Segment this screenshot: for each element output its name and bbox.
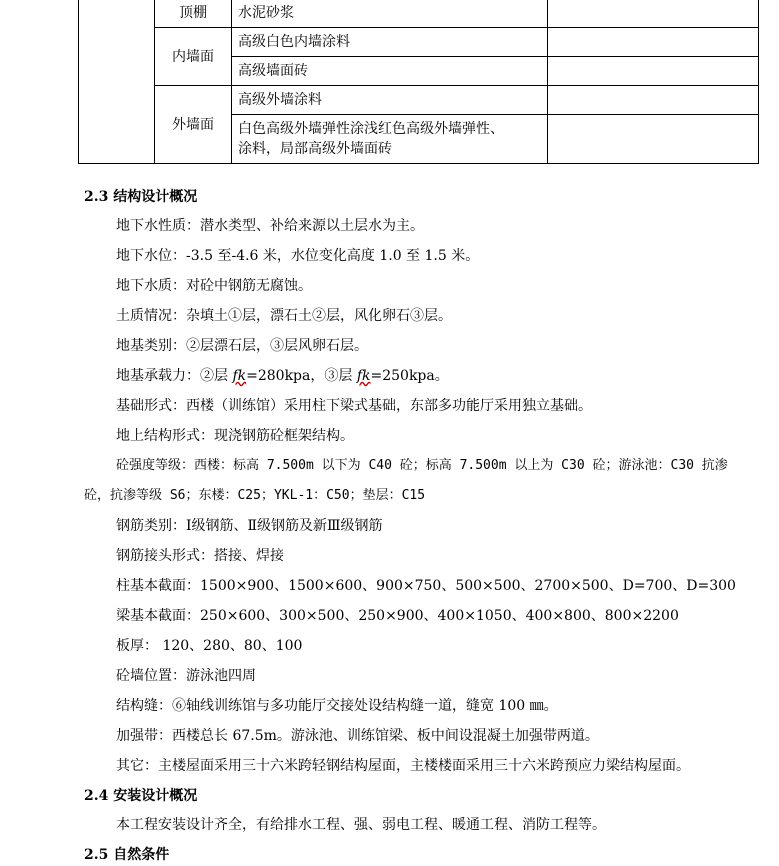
- table-cell-line: 涂料，局部高级外墙面砖: [238, 141, 392, 157]
- table-cell-part: 外墙面: [155, 86, 232, 164]
- table-cell-part: 内墙面: [155, 28, 232, 86]
- text-line: 地下水质：对砼中钢筋无腐蚀。: [116, 278, 312, 294]
- text-line: 其它：主楼屋面采用三十六米跨轻钢结构屋面，主楼楼面采用三十六米跨预应力梁结构屋面。: [116, 758, 690, 774]
- text-line: 梁基本截面：250×600、300×500、250×900、400×1050、400×800、800×2200: [116, 608, 679, 624]
- table-row: [79, 86, 759, 115]
- table-row: [79, 28, 759, 57]
- text-line: 砼强度等级：西楼：标高 7.500m 以下为 C40 砼；标高 7.500m 以上为 C30 砼；游泳池：C30 抗渗: [116, 458, 728, 473]
- text-line: 钢筋接头形式：搭接、焊接: [116, 548, 284, 564]
- fk-symbol: fk: [232, 368, 247, 384]
- section-heading: 2.4 安装设计概况: [84, 788, 198, 804]
- table-cell-note: [548, 86, 759, 115]
- text-line: 钢筋类别：Ⅰ级钢筋、Ⅱ级钢筋及新Ⅲ级钢筋: [116, 518, 383, 534]
- table-cell-item: 高级白色内墙涂料: [232, 28, 548, 57]
- text-fragment: 地基承载力：②层: [116, 368, 233, 384]
- fk-symbol: fk: [356, 368, 371, 384]
- table-cell-note: [548, 57, 759, 86]
- section-heading: 2.3 结构设计概况: [84, 189, 198, 205]
- table-cell-item: 高级外墙涂料: [232, 86, 548, 115]
- text-fragment: =250kpa。: [370, 368, 449, 384]
- table-cell-item: 高级墙面砖: [232, 57, 548, 86]
- table-cell-item: 水泥砂浆: [232, 0, 548, 28]
- table-cell-note: [548, 28, 759, 57]
- text-line: 柱基本截面：1500×900、1500×600、900×750、500×500、2700×500、D=700、D=300: [116, 578, 736, 594]
- table-cell-item: [232, 115, 548, 164]
- text-line: 本工程安装设计齐全，有给排水工程、强、弱电工程、暖通工程、消防工程等。: [116, 817, 606, 833]
- table-cell-note: [548, 115, 759, 164]
- text-line: 板厚： 120、280、80、100: [116, 638, 303, 654]
- bearing-line: [84, 361, 764, 391]
- text-line: 基础形式：西楼（训练馆）采用柱下梁式基础，东部多功能厅采用独立基础。: [116, 398, 592, 414]
- text-line: 地下水位：-3.5 至-4.6 米，水位变化高度 1.0 至 1.5 米。: [116, 248, 480, 264]
- text-line: 地下水性质：潜水类型、补给来源以土层水为主。: [116, 218, 424, 234]
- table-cell-line: 白色高级外墙弹性涂浅红色高级外墙弹性、: [238, 121, 504, 137]
- table-cell-blank: [79, 0, 155, 164]
- text-line: 加强带：西楼总长 67.5m。游泳池、训练馆梁、板中间设混凝土加强带两道。: [116, 728, 599, 744]
- table-cell-part: 顶棚: [155, 0, 232, 28]
- text-line: 地基类别：②层漂石层，③层风卵石层。: [116, 338, 368, 354]
- text-line: 砼墙位置：游泳池四周: [116, 668, 256, 684]
- text-line: 地上结构形式：现浇钢筋砼框架结构。: [116, 428, 354, 444]
- table-cell-note: [548, 0, 759, 28]
- paragraph: [84, 211, 764, 781]
- finish-table: [78, 0, 759, 164]
- text-line: 结构缝：⑥轴线训练馆与多功能厅交接处设结构缝一道，缝宽 100 ㎜。: [116, 698, 558, 714]
- text-line: 砼，抗渗等级 S6；东楼：C25；YKL-1：C50；垫层：C15: [84, 488, 426, 503]
- section-heading: 2.5 自然条件: [84, 847, 170, 863]
- text-fragment: =280kpa，③层: [246, 368, 357, 384]
- text-line: 土质情况：杂填土①层，漂石土②层，风化卵石③层。: [116, 308, 452, 324]
- table-row: [79, 0, 759, 28]
- paragraph: [84, 810, 764, 840]
